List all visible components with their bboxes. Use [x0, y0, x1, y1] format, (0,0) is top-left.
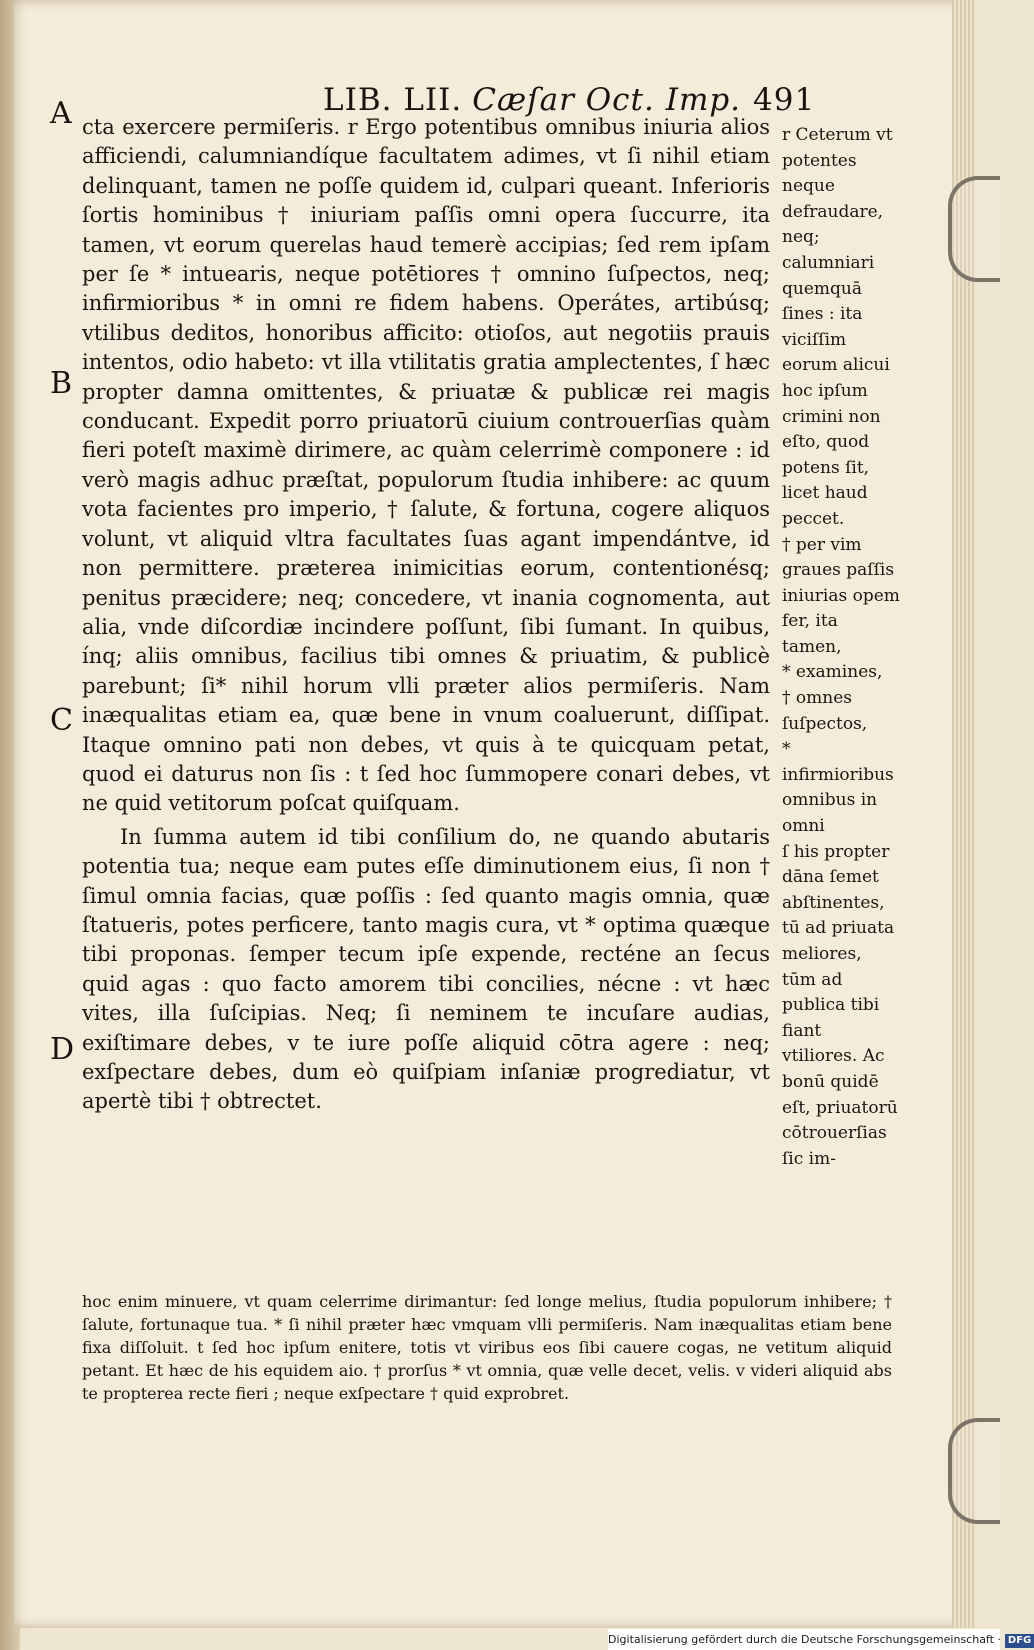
book-number: LIB. LII.: [323, 82, 463, 118]
margin-note: * infirmioribus omnibus in omni: [782, 739, 894, 837]
section-letter-d: D: [50, 1032, 75, 1067]
dfg-logo: DFG: [1005, 1634, 1034, 1648]
paragraph-2: In ſumma autem id tibi conſilium do, ne quando abutaris potentia tua; neque eam putes eſſe diminutionem eius, ſi non † ſimul omnia facias, quæ poſſis : ſed quanto magis omnia, quæ ſtatueris, potes perficere, tanto magis cura, vt * optima quæque tibi proponas. ſemper tecum ipſe expende, recténe an ſecus quid agas : quo facto amorem tibi concilies, nécne : vt hæc vites, illa ſuſcipias. Neq; ſi neminem te incuſare audias, exiſtimare debes, v te iure poſſe aliquid cōtra agere : neq; exſpectare debes, dum eò quiſpiam inſaniæ progrediatur, vt apertè tibi † obtrectet.: [82, 824, 770, 1114]
digitization-credit: [608, 1629, 1032, 1650]
margin-note: † per vim graues paſſis iniurias opem fer, ita tamen,: [782, 534, 900, 657]
paragraph-1: cta exercere permiſeris. r Ergo potentibus omnibus iniuria alios afficiendi, calumniandíque facultatem adimes, vt ſi nihil etiam delinquant, tamen ne poſſe quidem id, culpari queant. Inferioris ſortis hominibus † iniuriam paſſis omni opera ſuccurre, ita tamen, vt eorum querelas haud temerè accipias; ſed rem ipſam per ſe * intuearis, neque potētiores † omnino ſuſpectos, neq; infirmioribus * in omni re fidem habens. Operátes, artibúsq; vtilibus deditos, honoribus afficito: otioſos, aut negotiis prauis intentos, odio habeto: vt illa vtilitatis gratia amplectentes, ſ hæc propter damna omittentes, & priuatæ & publicæ rei magis conducant. Expedit porro priuatorū ciuium controuerſias quàm fieri poteſt maximè dirimere, ac quàm celerrimè componere : id verò magis adhuc præſtat, populorum ſtudia inhibere: ac quum vota facientes pro imperio, † ſalute, & fortuna, cogere aliquos volunt, vt aliquid vltra facultates ſuas agant impendántve, id non permittere. præterea inimicitias eorum, contentionésq; penitus præcidere; neq; concedere, vt inania cognomenta, aut alia, vnde diſcordiæ incindere poſſunt, ſibi ſumant. In quibus, ínq; aliis omnibus, facilius tibi omnes & priuatim, & publicè parebunt; ſi* nihil horum vlli præter alios permiſeris. Nam inæqualitas etiam ea, quæ bene in vnum coaluerunt, diſſipat. Itaque omnino pati non debes, vt quis à te quicquam petat, quod ei daturus non ſis : t ſed hoc ſummopere conari debes, vt ne quid vetitorum poſcat quiſquam.: [82, 115, 770, 816]
running-title: Cæſar Oct. Imp.: [472, 82, 742, 118]
margin-note: * examines,: [782, 662, 883, 683]
section-letter-c: C: [50, 703, 73, 738]
footnote-block: [82, 1290, 892, 1405]
margin-note: ſ his propter dāna ſemet abſtinentes, tū ad priuata meliores, tūm ad publica tibi fiant vtiliores. Ac bonū quidē eſt, priuatorū cōtrouerſias ſic im-: [782, 841, 898, 1169]
page-clip-top: [948, 176, 1000, 282]
section-letter-b: B: [50, 366, 73, 401]
page-clip-bottom: [948, 1418, 1000, 1524]
margin-note: r Ceterum vt potentes neque defraudare, neq; calumniari quemquā ſines : ita viciſſim eorum alicui hoc ipſum crimini non eſto, quod potens ſit, licet haud peccet.: [782, 125, 893, 529]
main-text: [82, 113, 770, 1117]
section-letter-a: A: [50, 96, 72, 131]
margin-note: † omnes ſuſpectos,: [782, 688, 868, 734]
credit-text: Digitalisierung gefördert durch die Deutsche Forschungsgemeinschaft ·: [608, 1633, 1001, 1646]
page-number: 491: [753, 82, 816, 118]
margin-notes: [782, 123, 900, 1172]
footnote-text: hoc enim minuere, vt quam celerrime dirimantur: ſed longe melius, ſtudia populorum inhibere; † ſalute, fortunaque tua. * ſi nihil præter hæc vmquam vlli permiſeris. Nam inæqualitas etiam bene fixa diſſoluit. t ſed hoc ipſum enitere, totis vt viribus eos ſibi cauere cogas, ne vetitum aliquid petant. Et hæc de his equidem aio. † prorſus * vt omnia, quæ velle decet, velis. v videri aliquid abs te propterea recte fieri ; neque exſpectare † quid exprobret.: [82, 1292, 892, 1403]
